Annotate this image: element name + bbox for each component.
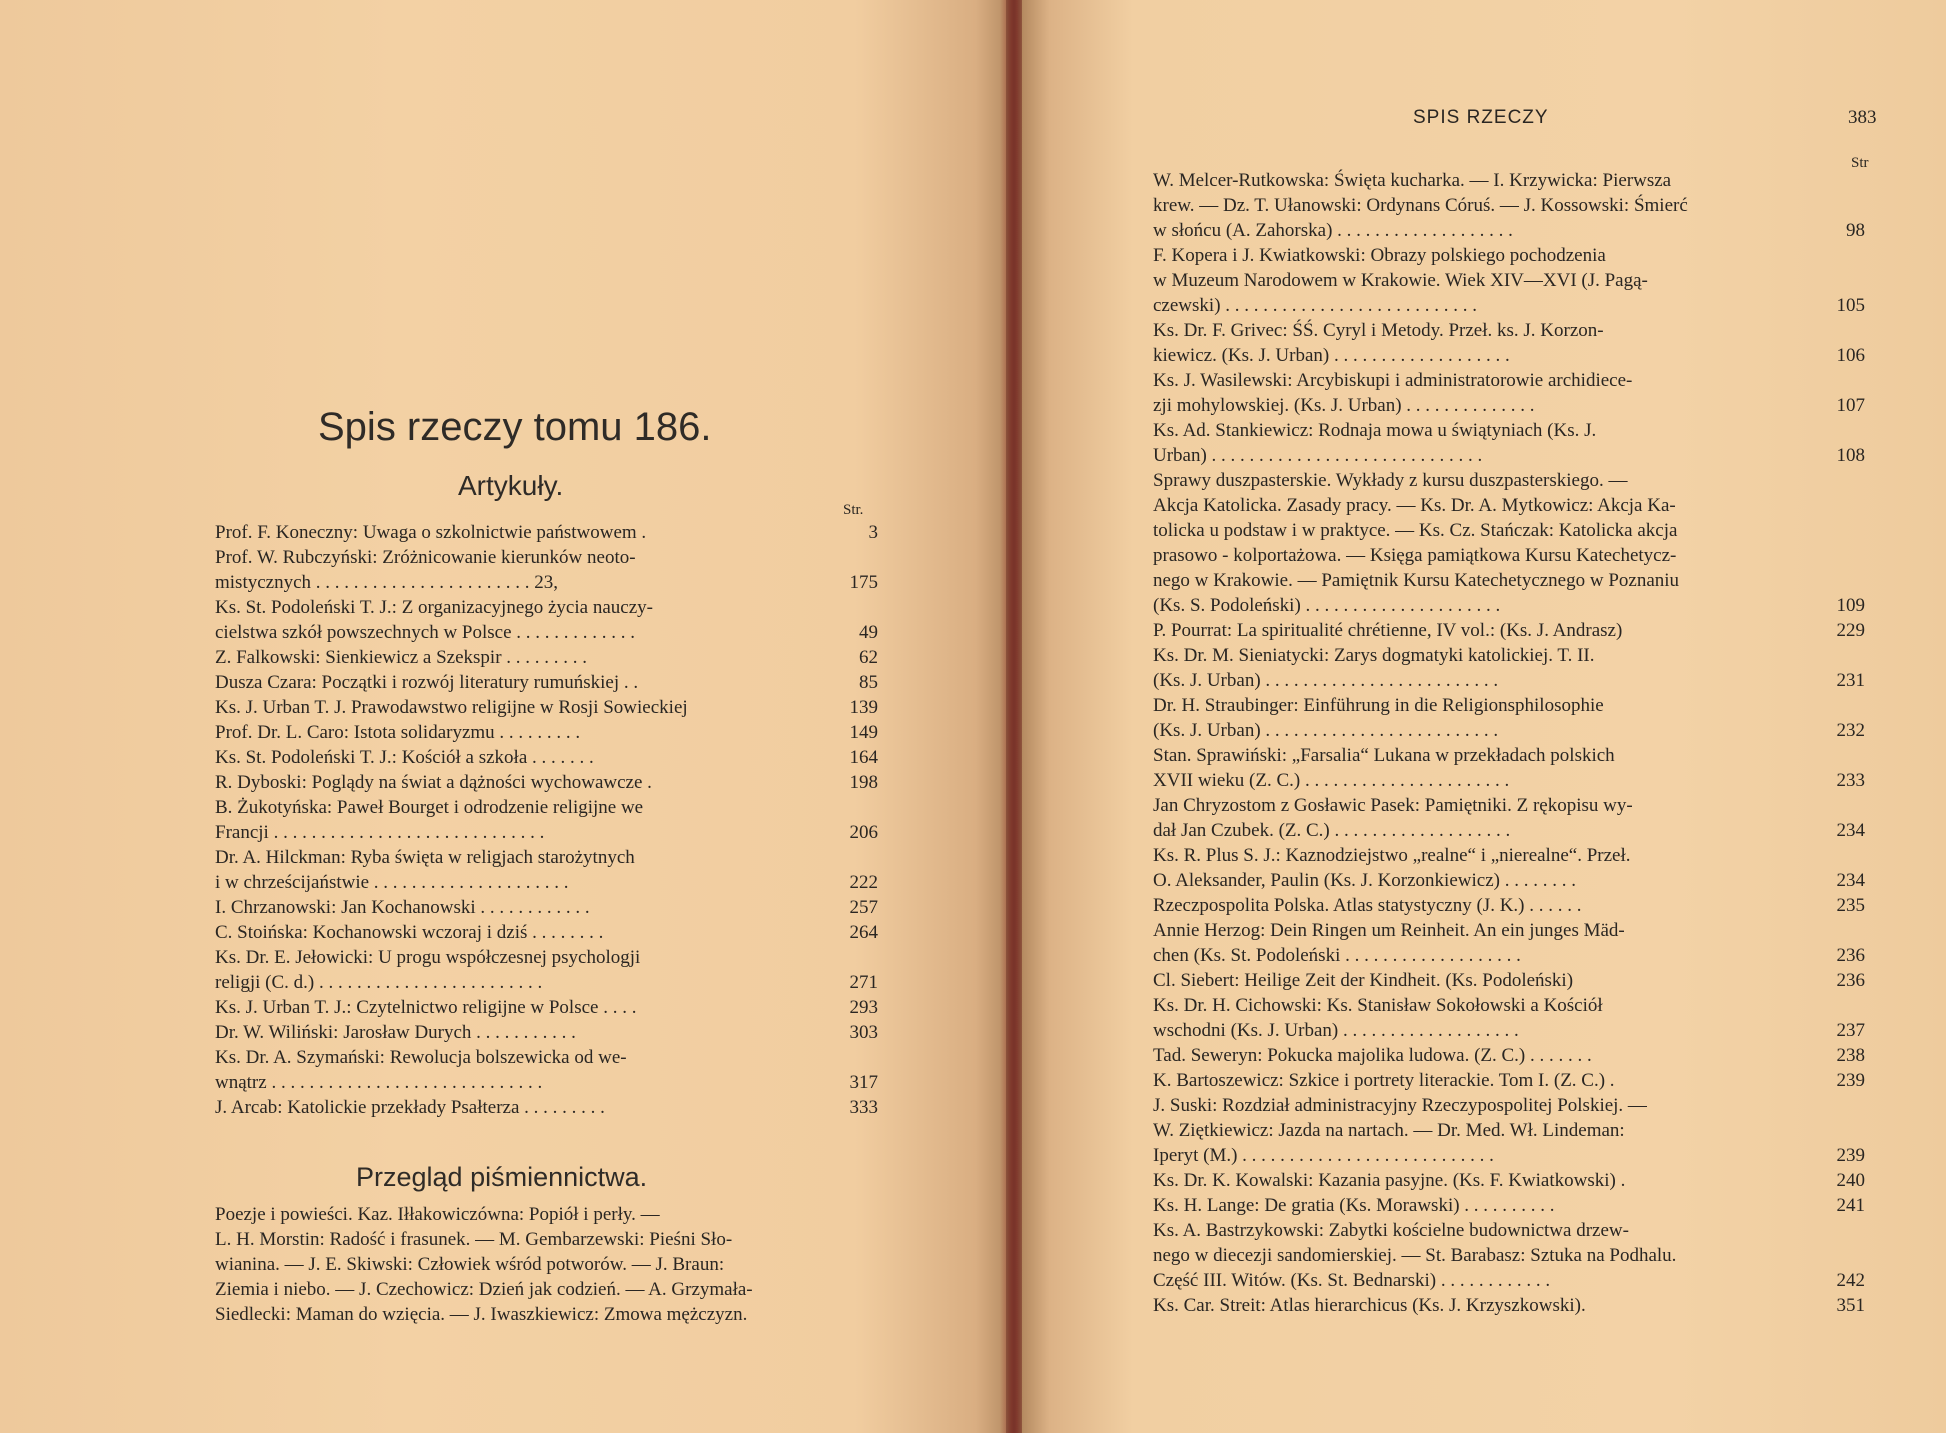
reviews-line: L. H. Morstin: Radość i frasunek. — M. Gembarzewski: Pieśni Sło- bbox=[215, 1229, 733, 1250]
toc-entry-page: 3 bbox=[868, 522, 878, 543]
toc-entry bbox=[1153, 1143, 1865, 1168]
toc-entry-page: 106 bbox=[1836, 345, 1865, 366]
toc-entry bbox=[215, 645, 878, 670]
articles-heading: Artykuły. bbox=[458, 470, 564, 501]
toc-entry-text: Urban) . . . . . . . . . . . . . . . . . . . . . . . . . . . . . bbox=[1153, 445, 1483, 466]
page-column-label: Str. bbox=[843, 502, 864, 518]
toc-entry-page: 333 bbox=[849, 1097, 878, 1118]
toc-entry bbox=[1153, 818, 1865, 843]
toc-entry bbox=[1153, 1118, 1865, 1143]
toc-entry-text: wnątrz . . . . . . . . . . . . . . . . . . . . . . . . . . . . . bbox=[215, 1072, 543, 1093]
toc-entry-text: Ks. St. Podoleński T. J.: Z organizacyjnego życia nauczy- bbox=[215, 597, 653, 618]
toc-entry-text: I. Chrzanowski: Jan Kochanowski . . . . . . . . . . . . bbox=[215, 897, 590, 918]
toc-entry bbox=[215, 695, 878, 720]
toc-entry-page: 234 bbox=[1836, 820, 1865, 841]
toc-entry-text: Sprawy duszpasterskie. Wykłady z kursu duszpasterskiego. — bbox=[1153, 470, 1628, 491]
toc-entry-page: 109 bbox=[1836, 595, 1865, 616]
toc-entry-text: Dusza Czara: Początki i rozwój literatury rumuńskiej . . bbox=[215, 672, 639, 693]
toc-entry bbox=[215, 1045, 878, 1070]
toc-entry-page: 139 bbox=[849, 697, 878, 718]
toc-entry bbox=[1153, 718, 1865, 743]
toc-entry bbox=[215, 870, 878, 895]
toc-entry-text: cielstwa szkół powszechnych w Polsce . . . . . . . . . . . . . bbox=[215, 622, 636, 643]
toc-entry-page: 149 bbox=[849, 722, 878, 743]
toc-entry-text: C. Stoińska: Kochanowski wczoraj i dziś . . . . . . . . bbox=[215, 922, 604, 943]
toc-entry-text: tolicka u podstaw i w praktyce. — Ks. Cz. Stańczak: Katolicka akcja bbox=[1153, 520, 1678, 541]
running-head: SPIS RZECZY bbox=[1413, 107, 1549, 128]
toc-entry bbox=[1153, 743, 1865, 768]
toc-entry bbox=[215, 545, 878, 570]
reviews-list bbox=[1153, 168, 1865, 1318]
toc-entry-page: 238 bbox=[1836, 1045, 1865, 1066]
toc-entry bbox=[1153, 1293, 1865, 1318]
toc-entry-text: religji (C. d.) . . . . . . . . . . . . . . . . . . . . . . . . bbox=[215, 972, 543, 993]
toc-entry-text: chen (Ks. St. Podoleński . . . . . . . . . . . . . . . . . . . bbox=[1153, 945, 1521, 966]
toc-entry-page: 235 bbox=[1836, 895, 1865, 916]
articles-list bbox=[215, 520, 878, 1120]
toc-entry bbox=[1153, 843, 1865, 868]
toc-entry bbox=[215, 1095, 878, 1120]
toc-entry-text: (Ks. J. Urban) . . . . . . . . . . . . . . . . . . . . . . . . . bbox=[1153, 720, 1499, 741]
toc-entry-text: (Ks. S. Podoleński) . . . . . . . . . . . . . . . . . . . . . bbox=[1153, 595, 1501, 616]
toc-entry bbox=[1153, 368, 1865, 393]
toc-entry-text: Akcja Katolicka. Zasady pracy. — Ks. Dr. A. Mytkowicz: Akcja Ka- bbox=[1153, 495, 1676, 516]
toc-entry bbox=[1153, 393, 1865, 418]
toc-entry-text: Ks. Dr. H. Cichowski: Ks. Stanisław Sokołowski a Kościół bbox=[1153, 995, 1603, 1016]
reviews-heading: Przegląd piśmiennictwa. bbox=[356, 1162, 648, 1192]
toc-entry-text: Rzeczpospolita Polska. Atlas statystyczny (J. K.) . . . . . . bbox=[1153, 895, 1582, 916]
toc-entry-text: (Ks. J. Urban) . . . . . . . . . . . . . . . . . . . . . . . . . bbox=[1153, 670, 1499, 691]
toc-entry bbox=[215, 770, 878, 795]
toc-entry bbox=[1153, 543, 1865, 568]
toc-entry-text: O. Aleksander, Paulin (Ks. J. Korzonkiewicz) . . . . . . . . bbox=[1153, 870, 1576, 891]
toc-entry-text: krew. — Dz. T. Ułanowski: Ordynans Córuś. — J. Kossowski: Śmierć bbox=[1153, 195, 1688, 216]
toc-entry-page: 85 bbox=[859, 672, 878, 693]
toc-entry-text: Tad. Seweryn: Pokucka majolika ludowa. (Z. C.) . . . . . . . bbox=[1153, 1045, 1592, 1066]
toc-entry bbox=[1153, 793, 1865, 818]
toc-entry-text: nego w diecezji sandomierskiej. — St. Barabasz: Sztuka na Podhalu. bbox=[1153, 1245, 1677, 1266]
toc-entry bbox=[1153, 468, 1865, 493]
toc-entry-text: Ks. R. Plus S. J.: Kaznodziejstwo „realne“ i „nierealne“. Przeł. bbox=[1153, 845, 1631, 866]
toc-entry-text: Ks. Dr. K. Kowalski: Kazania pasyjne. (Ks. F. Kwiatkowski) . bbox=[1153, 1170, 1626, 1191]
toc-entry-text: dał Jan Czubek. (Z. C.) . . . . . . . . . . . . . . . . . . . bbox=[1153, 820, 1511, 841]
toc-entry-text: Ks. Car. Streit: Atlas hierarchicus (Ks. J. Krzyszkowski). bbox=[1153, 1295, 1586, 1316]
toc-entry bbox=[1153, 568, 1865, 593]
toc-entry-page: 237 bbox=[1836, 1020, 1865, 1041]
volume-title: Spis rzeczy tomu 186. bbox=[318, 405, 712, 449]
toc-entry-page: 317 bbox=[849, 1072, 878, 1093]
toc-entry bbox=[215, 1020, 878, 1045]
toc-entry-text: wschodni (Ks. J. Urban) . . . . . . . . . . . . . . . . . . . bbox=[1153, 1020, 1519, 1041]
toc-entry bbox=[1153, 168, 1865, 193]
toc-entry bbox=[1153, 693, 1865, 718]
toc-entry bbox=[1153, 893, 1865, 918]
toc-entry bbox=[1153, 1268, 1865, 1293]
toc-entry-text: Dr. W. Wiliński: Jarosław Durych . . . . . . . . . . . bbox=[215, 1022, 576, 1043]
toc-entry-text: Ks. H. Lange: De gratia (Ks. Morawski) . . . . . . . . . . bbox=[1153, 1195, 1555, 1216]
toc-entry-page: 241 bbox=[1836, 1195, 1865, 1216]
toc-entry-text: prasowo - kolportażowa. — Księga pamiątkowa Kursu Katechetycz- bbox=[1153, 545, 1677, 566]
toc-entry bbox=[1153, 768, 1865, 793]
toc-entry bbox=[215, 570, 878, 595]
reviews-paragraph bbox=[215, 1202, 878, 1327]
toc-entry-page: 236 bbox=[1836, 945, 1865, 966]
toc-entry-text: F. Kopera i J. Kwiatkowski: Obrazy polskiego pochodzenia bbox=[1153, 245, 1606, 266]
toc-entry-text: W. Ziętkiewicz: Jazda na nartach. — Dr. Med. Wł. Lindeman: bbox=[1153, 1120, 1625, 1141]
toc-entry bbox=[1153, 918, 1865, 943]
toc-entry-text: Prof. Dr. L. Caro: Istota solidaryzmu . . . . . . . . . bbox=[215, 722, 581, 743]
toc-entry-text: K. Bartoszewicz: Szkice i portrety literackie. Tom I. (Z. C.) . bbox=[1153, 1070, 1615, 1091]
toc-entry bbox=[1153, 1043, 1865, 1068]
toc-entry-text: Ks. A. Bastrzykowski: Zabytki kościelne budownictwa drzew- bbox=[1153, 1220, 1629, 1241]
toc-entry bbox=[1153, 1068, 1865, 1093]
toc-entry bbox=[1153, 968, 1865, 993]
toc-entry-text: Ks. J. Urban T. J. Prawodawstwo religijne w Rosji Sowieckiej bbox=[215, 697, 688, 718]
toc-entry-text: zji mohylowskiej. (Ks. J. Urban) . . . . . . . . . . . . . . bbox=[1153, 395, 1535, 416]
toc-entry bbox=[1153, 268, 1865, 293]
toc-entry-text: XVII wieku (Z. C.) . . . . . . . . . . . . . . . . . . . . . . bbox=[1153, 770, 1510, 791]
toc-entry-page: 105 bbox=[1836, 295, 1865, 316]
toc-entry bbox=[1153, 318, 1865, 343]
toc-entry-page: 107 bbox=[1836, 395, 1865, 416]
toc-entry bbox=[1153, 1218, 1865, 1243]
right-page bbox=[1022, 0, 1946, 1433]
toc-entry bbox=[1153, 593, 1865, 618]
toc-entry-page: 242 bbox=[1836, 1270, 1865, 1291]
toc-entry-text: J. Arcab: Katolickie przekłady Psałterza . . . . . . . . . bbox=[215, 1097, 605, 1118]
toc-entry-page: 231 bbox=[1836, 670, 1865, 691]
toc-entry bbox=[215, 670, 878, 695]
toc-entry-page: 239 bbox=[1836, 1070, 1865, 1091]
page-column-label: Str bbox=[1851, 155, 1869, 171]
reviews-line: Ziemia i niebo. — J. Czechowicz: Dzień jak codzień. — A. Grzymała- bbox=[215, 1279, 753, 1300]
toc-entry-text: Ks. St. Podoleński T. J.: Kościół a szkoła . . . . . . . bbox=[215, 747, 594, 768]
toc-entry bbox=[215, 520, 878, 545]
toc-entry-text: i w chrześcijaństwie . . . . . . . . . . . . . . . . . . . . . bbox=[215, 872, 569, 893]
toc-entry-page: 271 bbox=[849, 972, 878, 993]
toc-entry-text: Ks. Dr. A. Szymański: Rewolucja bolszewicka od we- bbox=[215, 1047, 627, 1068]
toc-entry bbox=[1153, 343, 1865, 368]
toc-entry-page: 222 bbox=[849, 872, 878, 893]
toc-entry-page: 164 bbox=[849, 747, 878, 768]
toc-entry bbox=[1153, 418, 1865, 443]
toc-entry bbox=[1153, 518, 1865, 543]
toc-entry bbox=[1153, 1093, 1865, 1118]
toc-entry-page: 198 bbox=[849, 772, 878, 793]
toc-entry-text: Ks. Dr. E. Jełowicki: U progu współczesnej psychologji bbox=[215, 947, 641, 968]
toc-entry-text: Ks. Dr. M. Sieniatycki: Zarys dogmatyki katolickiej. T. II. bbox=[1153, 645, 1595, 666]
toc-entry-page: 175 bbox=[849, 572, 878, 593]
toc-entry bbox=[215, 595, 878, 620]
toc-entry-text: R. Dyboski: Poglądy na świat a dążności wychowawcze . bbox=[215, 772, 652, 793]
toc-entry-text: Cl. Siebert: Heilige Zeit der Kindheit. (Ks. Podoleński) bbox=[1153, 970, 1574, 991]
toc-entry bbox=[1153, 293, 1865, 318]
toc-entry-text: Ks. Dr. F. Grivec: ŚŚ. Cyryl i Metody. Przeł. ks. J. Korzon- bbox=[1153, 320, 1604, 341]
toc-entry-page: 232 bbox=[1836, 720, 1865, 741]
toc-entry bbox=[1153, 1193, 1865, 1218]
toc-entry bbox=[1153, 868, 1865, 893]
toc-entry-text: J. Suski: Rozdział administracyjny Rzeczypospolitej Polskiej. — bbox=[1153, 1095, 1647, 1116]
toc-entry-page: 351 bbox=[1836, 1295, 1865, 1316]
toc-entry-page: 233 bbox=[1836, 770, 1865, 791]
toc-entry-text: w Muzeum Narodowem w Krakowie. Wiek XIV—XVI (J. Pagą- bbox=[1153, 270, 1648, 291]
toc-entry-text: P. Pourrat: La spiritualité chrétienne, IV vol.: (Ks. J. Andrasz) bbox=[1153, 620, 1623, 641]
toc-entry-page: 303 bbox=[849, 1022, 878, 1043]
toc-entry-text: mistycznych . . . . . . . . . . . . . . . . . . . . . . . 23, bbox=[215, 572, 559, 593]
toc-entry bbox=[1153, 1168, 1865, 1193]
toc-entry bbox=[1153, 493, 1865, 518]
toc-entry bbox=[215, 845, 878, 870]
toc-entry-text: W. Melcer-Rutkowska: Święta kucharka. — I. Krzywicka: Pierwsza bbox=[1153, 170, 1672, 191]
toc-entry bbox=[215, 995, 878, 1020]
toc-entry bbox=[1153, 1018, 1865, 1043]
toc-entry bbox=[215, 1070, 878, 1095]
toc-entry-page: 234 bbox=[1836, 870, 1865, 891]
toc-entry-page: 236 bbox=[1836, 970, 1865, 991]
toc-entry-page: 229 bbox=[1836, 620, 1865, 641]
toc-entry-text: Ks. J. Urban T. J.: Czytelnictwo religijne w Polsce . . . . bbox=[215, 997, 637, 1018]
page-number: 383 bbox=[1848, 107, 1877, 128]
toc-entry-text: Ks. Ad. Stankiewicz: Rodnaja mowa u świątyniach (Ks. J. bbox=[1153, 420, 1597, 441]
toc-entry-page: 239 bbox=[1836, 1145, 1865, 1166]
toc-entry bbox=[1153, 218, 1865, 243]
toc-entry-text: Stan. Sprawiński: „Farsalia“ Lukana w przekładach polskich bbox=[1153, 745, 1615, 766]
toc-entry bbox=[1153, 668, 1865, 693]
toc-entry-text: czewski) . . . . . . . . . . . . . . . . . . . . . . . . . . . bbox=[1153, 295, 1478, 316]
toc-entry-page: 293 bbox=[849, 997, 878, 1018]
toc-entry bbox=[215, 720, 878, 745]
toc-entry-text: Francji . . . . . . . . . . . . . . . . . . . . . . . . . . . . . bbox=[215, 822, 545, 843]
toc-entry bbox=[215, 795, 878, 820]
toc-entry-text: Prof. F. Koneczny: Uwaga o szkolnictwie państwowem . bbox=[215, 522, 647, 543]
toc-entry bbox=[215, 920, 878, 945]
toc-entry-page: 240 bbox=[1836, 1170, 1865, 1191]
toc-entry-page: 108 bbox=[1836, 445, 1865, 466]
toc-entry-text: Jan Chryzostom z Gosławic Pasek: Pamiętniki. Z rękopisu wy- bbox=[1153, 795, 1633, 816]
toc-entry-text: Dr. A. Hilckman: Ryba święta w religjach starożytnych bbox=[215, 847, 635, 868]
toc-entry-page: 206 bbox=[849, 822, 878, 843]
reviews-line: wianina. — J. E. Skiwski: Człowiek wśród potworów. — J. Braun: bbox=[215, 1254, 725, 1275]
toc-entry-page: 98 bbox=[1846, 220, 1865, 241]
toc-entry bbox=[215, 970, 878, 995]
toc-entry-text: Część III. Witów. (Ks. St. Bednarski) . . . . . . . . . . . . bbox=[1153, 1270, 1551, 1291]
toc-entry-text: nego w Krakowie. — Pamiętnik Kursu Katechetycznego w Poznaniu bbox=[1153, 570, 1680, 591]
toc-entry-text: Iperyt (M.) . . . . . . . . . . . . . . . . . . . . . . . . . . . bbox=[1153, 1145, 1494, 1166]
toc-entry-text: kiewicz. (Ks. J. Urban) . . . . . . . . . . . . . . . . . . . bbox=[1153, 345, 1510, 366]
toc-entry-page: 264 bbox=[849, 922, 878, 943]
toc-entry-text: B. Żukotyńska: Paweł Bourget i odrodzenie religijne we bbox=[215, 797, 644, 818]
toc-entry bbox=[1153, 1243, 1865, 1268]
toc-entry-page: 62 bbox=[859, 647, 878, 668]
toc-entry bbox=[215, 895, 878, 920]
toc-entry-text: Ks. J. Wasilewski: Arcybiskupi i administratorowie archidiece- bbox=[1153, 370, 1633, 391]
reviews-line: Siedlecki: Maman do wzięcia. — J. Iwaszkiewicz: Zmowa mężczyzn. bbox=[215, 1304, 748, 1325]
toc-entry bbox=[215, 620, 878, 645]
toc-entry bbox=[1153, 618, 1865, 643]
toc-entry-text: Prof. W. Rubczyński: Zróżnicowanie kierunków neoto- bbox=[215, 547, 636, 568]
toc-entry bbox=[1153, 193, 1865, 218]
toc-entry-text: w słońcu (A. Zahorska) . . . . . . . . . . . . . . . . . . . bbox=[1153, 220, 1513, 241]
toc-entry-text: Dr. H. Straubinger: Einführung in die Religionsphilosophie bbox=[1153, 695, 1604, 716]
toc-entry bbox=[215, 820, 878, 845]
toc-entry bbox=[1153, 993, 1865, 1018]
toc-entry-text: Annie Herzog: Dein Ringen um Reinheit. An ein junges Mäd- bbox=[1153, 920, 1625, 941]
toc-entry bbox=[1153, 443, 1865, 468]
toc-entry bbox=[1153, 643, 1865, 668]
toc-entry bbox=[1153, 243, 1865, 268]
toc-entry bbox=[215, 945, 878, 970]
toc-entry-page: 49 bbox=[859, 622, 878, 643]
toc-entry-page: 257 bbox=[849, 897, 878, 918]
toc-entry-text: Z. Falkowski: Sienkiewicz a Szekspir . . . . . . . . . bbox=[215, 647, 588, 668]
reviews-line: Poezje i powieści. Kaz. Iłłakowiczówna: Popiół i perły. — bbox=[215, 1204, 660, 1225]
toc-entry bbox=[1153, 943, 1865, 968]
toc-entry bbox=[215, 745, 878, 770]
